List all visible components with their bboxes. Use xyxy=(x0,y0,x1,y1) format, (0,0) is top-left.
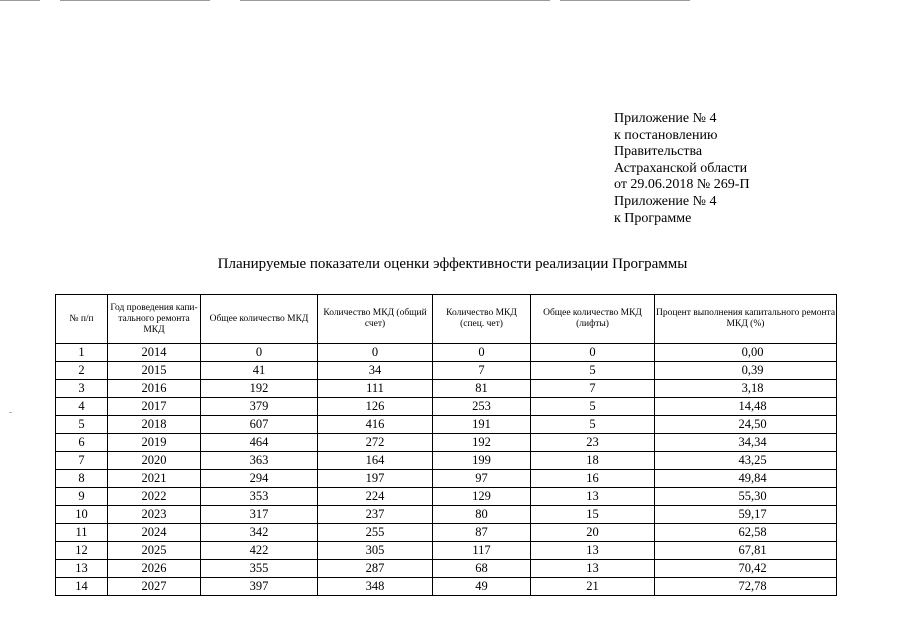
table-cell: 20 xyxy=(531,524,655,542)
table-cell: 11 xyxy=(56,524,108,542)
table-cell: 164 xyxy=(318,452,433,470)
table-cell: 5 xyxy=(531,398,655,416)
table-cell: 2 xyxy=(56,362,108,380)
table-cell: 49,84 xyxy=(655,470,837,488)
table-row xyxy=(56,578,837,596)
table-cell: 4 xyxy=(56,398,108,416)
table-cell: 5 xyxy=(56,416,108,434)
table-cell: 2017 xyxy=(108,398,201,416)
table-cell: 0,00 xyxy=(655,344,837,362)
table-cell: 2022 xyxy=(108,488,201,506)
table-cell: 2026 xyxy=(108,560,201,578)
table-cell: 49 xyxy=(433,578,531,596)
table-cell: 7 xyxy=(531,380,655,398)
table-cell: 3,18 xyxy=(655,380,837,398)
table-cell: 62,58 xyxy=(655,524,837,542)
scan-speck xyxy=(9,412,12,413)
table-row xyxy=(56,506,837,524)
table-row xyxy=(56,416,837,434)
table-cell: 422 xyxy=(201,542,318,560)
table-cell: 9 xyxy=(56,488,108,506)
table-cell: 255 xyxy=(318,524,433,542)
table-row xyxy=(56,362,837,380)
table-cell: 97 xyxy=(433,470,531,488)
table-cell: 111 xyxy=(318,380,433,398)
table-cell: 2020 xyxy=(108,452,201,470)
table-cell: 2025 xyxy=(108,542,201,560)
table-cell: 5 xyxy=(531,362,655,380)
table-row xyxy=(56,452,837,470)
table-cell: 253 xyxy=(433,398,531,416)
table-cell: 317 xyxy=(201,506,318,524)
table-cell: 2023 xyxy=(108,506,201,524)
table-cell: 7 xyxy=(56,452,108,470)
table-cell: 363 xyxy=(201,452,318,470)
appendix-line: к постановлению xyxy=(614,127,718,143)
table-cell: 87 xyxy=(433,524,531,542)
appendix-line: Приложение № 4 xyxy=(614,111,717,126)
header-cell: Количество МКД (спец. чет) xyxy=(433,295,531,344)
indicators-table xyxy=(55,294,837,596)
appendix-line: Правительства xyxy=(614,144,703,160)
table-cell: 464 xyxy=(201,434,318,452)
table-cell: 353 xyxy=(201,488,318,506)
table-cell: 55,30 xyxy=(655,488,837,506)
table-cell: 379 xyxy=(201,398,318,416)
table-cell: 2019 xyxy=(108,434,201,452)
table-cell: 117 xyxy=(433,542,531,560)
table-cell: 41 xyxy=(201,362,318,380)
table-cell: 1 xyxy=(56,344,108,362)
table-row xyxy=(56,470,837,488)
header-cell: № п/п xyxy=(56,295,108,344)
table-row xyxy=(56,560,837,578)
table-row xyxy=(56,488,837,506)
table-cell: 72,78 xyxy=(655,578,837,596)
table-cell: 0 xyxy=(201,344,318,362)
table-cell: 192 xyxy=(433,434,531,452)
table-cell: 287 xyxy=(318,560,433,578)
table-cell: 2021 xyxy=(108,470,201,488)
table-row xyxy=(56,434,837,452)
table-cell: 13 xyxy=(56,560,108,578)
table-header-row xyxy=(56,295,837,344)
table-cell: 224 xyxy=(318,488,433,506)
table-row xyxy=(56,524,837,542)
table-cell: 199 xyxy=(433,452,531,470)
table-cell: 0,39 xyxy=(655,362,837,380)
table-cell: 12 xyxy=(56,542,108,560)
table-cell: 355 xyxy=(201,560,318,578)
table-cell: 0 xyxy=(531,344,655,362)
table-cell: 272 xyxy=(318,434,433,452)
table-cell: 23 xyxy=(531,434,655,452)
table-cell: 191 xyxy=(433,416,531,434)
table-cell: 70,42 xyxy=(655,560,837,578)
table-cell: 59,17 xyxy=(655,506,837,524)
table-cell: 18 xyxy=(531,452,655,470)
table-cell: 13 xyxy=(531,542,655,560)
appendix-line: Астраханской области xyxy=(614,160,748,176)
table-cell: 2015 xyxy=(108,362,201,380)
table-cell: 2024 xyxy=(108,524,201,542)
table-cell: 6 xyxy=(56,434,108,452)
table-cell: 192 xyxy=(201,380,318,398)
table-cell: 34,34 xyxy=(655,434,837,452)
table-cell: 14 xyxy=(56,578,108,596)
table-cell: 129 xyxy=(433,488,531,506)
table-cell: 237 xyxy=(318,506,433,524)
table-row xyxy=(56,380,837,398)
header-cell: Количество МКД (общий счет) xyxy=(318,295,433,344)
table-cell: 3 xyxy=(56,380,108,398)
table-cell: 2016 xyxy=(108,380,201,398)
table-cell: 2014 xyxy=(108,344,201,362)
table-cell: 7 xyxy=(433,362,531,380)
table-cell: 294 xyxy=(201,470,318,488)
table-cell: 197 xyxy=(318,470,433,488)
table-cell: 2018 xyxy=(108,416,201,434)
header-cell: Общее количество МКД (лифты) xyxy=(531,295,655,344)
table-cell: 43,25 xyxy=(655,452,837,470)
table-cell: 8 xyxy=(56,470,108,488)
table-cell: 126 xyxy=(318,398,433,416)
table-cell: 15 xyxy=(531,506,655,524)
table-cell: 0 xyxy=(318,344,433,362)
table-cell: 0 xyxy=(433,344,531,362)
table-cell: 13 xyxy=(531,488,655,506)
scan-edge-line xyxy=(0,0,905,2)
table-cell: 24,50 xyxy=(655,416,837,434)
table-cell: 2027 xyxy=(108,578,201,596)
table-cell: 21 xyxy=(531,578,655,596)
table-cell: 14,48 xyxy=(655,398,837,416)
table-cell: 16 xyxy=(531,470,655,488)
table-cell: 80 xyxy=(433,506,531,524)
document-title: Планируемые показатели оценки эффективности реализации Программы xyxy=(217,256,688,272)
header-cell: Процент выполнения капитального ремонта МКД (%) xyxy=(655,295,837,344)
appendix-line: Приложение № 4 xyxy=(614,193,717,209)
table-row xyxy=(56,344,837,362)
table-row xyxy=(56,542,837,560)
table-cell: 10 xyxy=(56,506,108,524)
table-cell: 67,81 xyxy=(655,542,837,560)
appendix-note xyxy=(614,111,750,227)
header-cell: Общее количество МКД xyxy=(201,295,318,344)
appendix-line: к Программе xyxy=(614,210,692,226)
table-cell: 81 xyxy=(433,380,531,398)
header-cell: Год проведения капи-тального ремонта МКД xyxy=(108,295,201,344)
table-cell: 342 xyxy=(201,524,318,542)
table-cell: 5 xyxy=(531,416,655,434)
table-cell: 397 xyxy=(201,578,318,596)
table-cell: 305 xyxy=(318,542,433,560)
appendix-line: от 29.06.2018 № 269-П xyxy=(614,177,750,193)
table-cell: 68 xyxy=(433,560,531,578)
table-row xyxy=(56,398,837,416)
table-cell: 13 xyxy=(531,560,655,578)
table-cell: 34 xyxy=(318,362,433,380)
table-cell: 607 xyxy=(201,416,318,434)
table-cell: 416 xyxy=(318,416,433,434)
table-cell: 348 xyxy=(318,578,433,596)
